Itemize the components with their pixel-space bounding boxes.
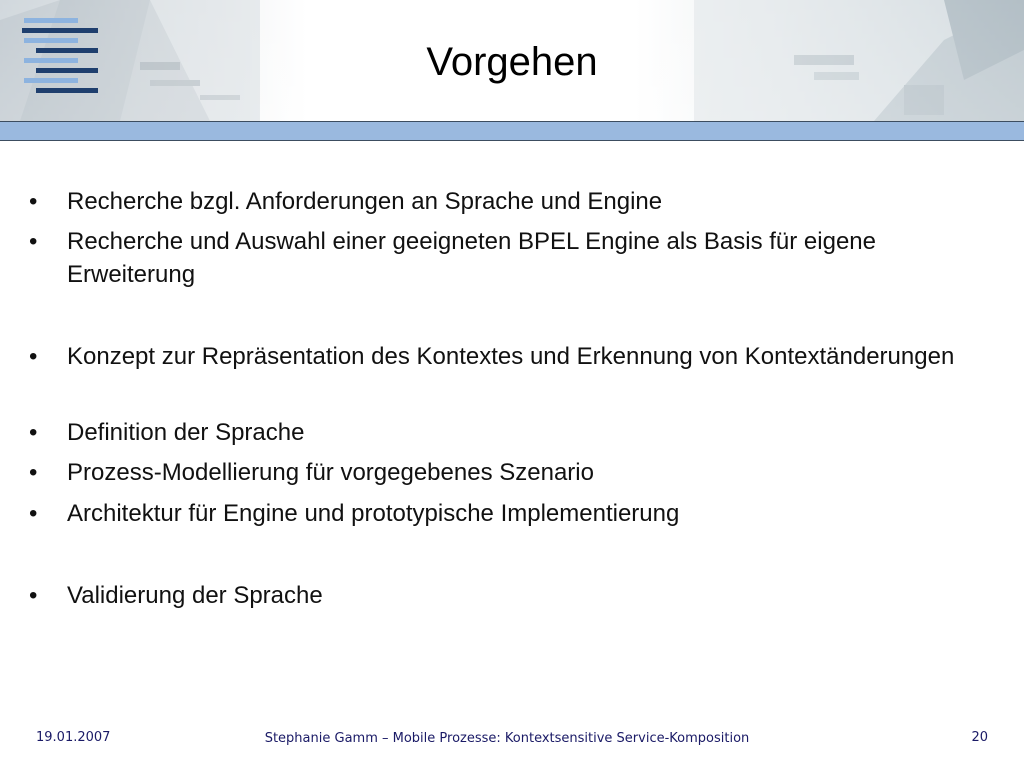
- bullet-text: Architektur für Engine und prototypische Implementierung: [67, 500, 680, 527]
- bullet-marker: •: [29, 419, 38, 446]
- title-bar: [0, 121, 1024, 141]
- bullet-marker: •: [29, 228, 38, 255]
- footer-date: 19.01.2007: [36, 730, 111, 745]
- bullet-marker: •: [29, 500, 38, 527]
- bullet-text: Recherche und Auswahl einer geeigneten BPEL Engine als Basis für eigene Erweiterung: [67, 228, 876, 288]
- bullet-text: Definition der Sprache: [67, 419, 305, 446]
- bullet-marker: •: [29, 582, 38, 609]
- bullet-marker: •: [29, 459, 38, 486]
- bullet-text: Prozess-Modellierung für vorgegebenes Szenario: [67, 459, 594, 486]
- slide-title: Vorgehen: [426, 40, 598, 84]
- bullet-text: Validierung der Sprache: [67, 582, 323, 609]
- slide-header: [0, 0, 1024, 121]
- bullet-marker: •: [29, 188, 38, 215]
- bullet-marker: •: [29, 343, 38, 370]
- footer-caption: Stephanie Gamm – Mobile Prozesse: Kontextsensitive Service-Komposition: [264, 731, 750, 746]
- bullet-text: Recherche bzgl. Anforderungen an Sprache und Engine: [67, 188, 663, 215]
- page-number: 20: [971, 730, 988, 745]
- bullet-text: Konzept zur Repräsentation des Kontextes und Erkennung von Kontextänderungen: [67, 343, 955, 370]
